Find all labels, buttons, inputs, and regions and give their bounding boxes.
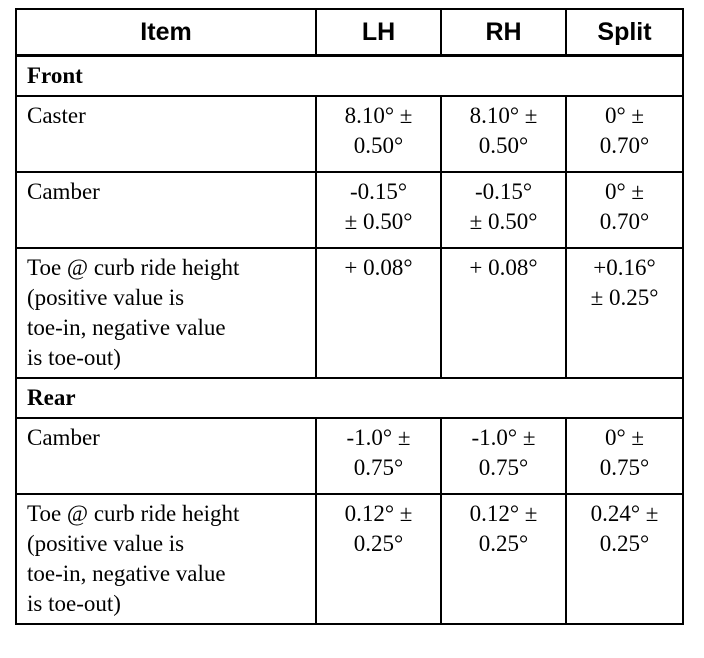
cell-line: + 0.08° <box>469 255 538 280</box>
cell-line: toe-in, negative value <box>27 561 226 586</box>
rh-cell <box>441 248 566 378</box>
cell-line: Toe @ curb ride height <box>27 255 240 280</box>
cell-line: Camber <box>27 179 100 204</box>
column-header-rh: RH <box>441 9 566 56</box>
cell-line: 0.75° <box>478 455 529 480</box>
cell-line: 0.12° ± <box>344 501 413 526</box>
cell-line: Caster <box>27 103 86 128</box>
column-header-split: Split <box>566 9 683 56</box>
cell-line: 0.25° <box>353 531 404 556</box>
rh-cell <box>441 494 566 624</box>
item-cell <box>16 172 316 248</box>
cell-line: 0.70° <box>599 133 650 158</box>
cell-line: -0.15° <box>349 179 408 204</box>
lh-cell <box>316 96 441 172</box>
cell-line: 0.70° <box>599 209 650 234</box>
cell-line: +0.16° <box>593 255 656 280</box>
cell-line: -1.0° ± <box>346 425 411 450</box>
table-row <box>16 248 683 378</box>
rh-cell <box>441 172 566 248</box>
item-cell <box>16 494 316 624</box>
cell-line: toe-in, negative value <box>27 315 226 340</box>
cell-line: Camber <box>27 425 100 450</box>
cell-line: (positive value is <box>27 531 185 556</box>
cell-line: 0° ± <box>604 179 645 204</box>
table-row <box>16 96 683 172</box>
lh-cell <box>316 418 441 494</box>
cell-line: 8.10° ± <box>469 103 538 128</box>
rh-cell <box>441 96 566 172</box>
cell-line: ± 0.25° <box>590 285 659 310</box>
rh-cell <box>441 418 566 494</box>
split-cell <box>566 418 683 494</box>
section-title-front: Front <box>16 56 683 97</box>
cell-line: 0.25° <box>478 531 529 556</box>
table-header-row <box>16 9 683 56</box>
split-cell <box>566 172 683 248</box>
cell-line: 0.50° <box>353 133 404 158</box>
cell-line: ± 0.50° <box>344 209 413 234</box>
cell-line: -0.15° <box>474 179 533 204</box>
cell-line: 8.10° ± <box>344 103 413 128</box>
cell-line: 0.24° ± <box>590 501 659 526</box>
cell-line: (positive value is <box>27 285 185 310</box>
column-header-lh: LH <box>316 9 441 56</box>
lh-cell <box>316 248 441 378</box>
cell-line: 0.75° <box>353 455 404 480</box>
alignment-spec-table <box>15 8 684 625</box>
split-cell <box>566 248 683 378</box>
cell-line: is toe-out) <box>27 345 121 370</box>
split-cell <box>566 494 683 624</box>
item-cell <box>16 96 316 172</box>
lh-cell <box>316 172 441 248</box>
section-title-rear: Rear <box>16 378 683 418</box>
split-cell <box>566 96 683 172</box>
table-row <box>16 172 683 248</box>
table-row <box>16 418 683 494</box>
cell-line: 0° ± <box>604 425 645 450</box>
item-cell <box>16 248 316 378</box>
cell-line: ± 0.50° <box>469 209 538 234</box>
cell-line: 0.12° ± <box>469 501 538 526</box>
table-row <box>16 494 683 624</box>
cell-line: 0° ± <box>604 103 645 128</box>
item-cell <box>16 418 316 494</box>
section-row-rear <box>16 378 683 418</box>
section-row-front <box>16 56 683 97</box>
cell-line: is toe-out) <box>27 591 121 616</box>
cell-line: + 0.08° <box>344 255 413 280</box>
cell-line: Toe @ curb ride height <box>27 501 240 526</box>
cell-line: -1.0° ± <box>471 425 536 450</box>
cell-line: 0.75° <box>599 455 650 480</box>
lh-cell <box>316 494 441 624</box>
cell-line: 0.50° <box>478 133 529 158</box>
column-header-item: Item <box>16 9 316 56</box>
cell-line: 0.25° <box>599 531 650 556</box>
